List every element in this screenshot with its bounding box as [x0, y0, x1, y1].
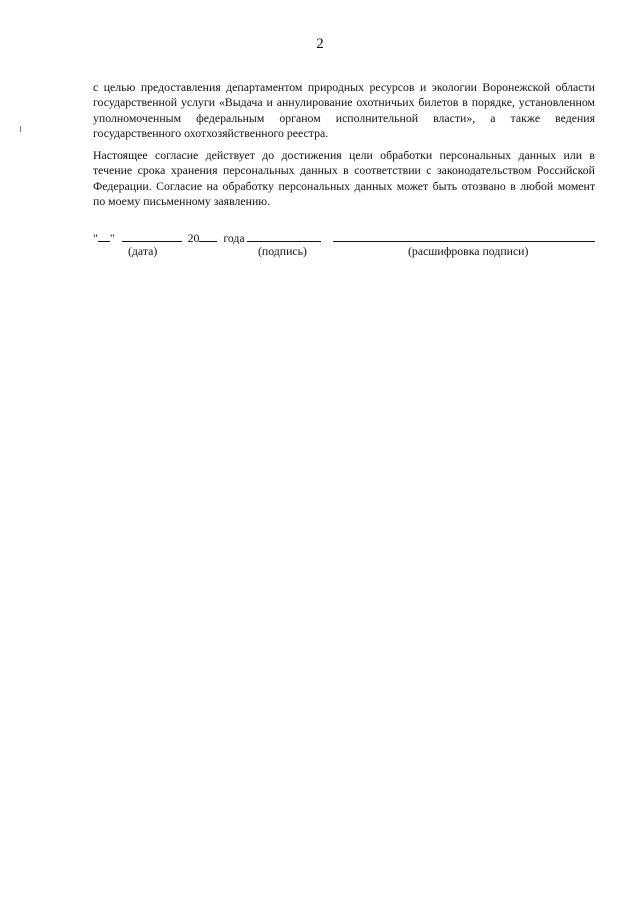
paragraph-line: государственной услуги «Выдача и аннулирование охотничьих билетов в порядке, установленном	[93, 95, 595, 110]
consent-validity-paragraph	[93, 148, 595, 209]
month-blank-line	[122, 230, 182, 242]
paragraph-line: Федерации. Согласие на обработку персональных данных может быть отозвано в любой момент	[93, 178, 595, 193]
quote-close: "	[109, 231, 115, 245]
day-blank-line	[98, 230, 110, 242]
signature-caption: (подпись)	[258, 244, 307, 258]
quote-open: "	[93, 231, 98, 245]
scan-margin-mark	[20, 126, 21, 132]
date-caption: (дата)	[128, 244, 158, 258]
decoding-caption: (расшифровка подписи)	[408, 244, 529, 258]
paragraph-line: с целью предоставления департаментом природных ресурсов и экологии Воронежской области	[93, 80, 595, 94]
year-blank-line	[199, 230, 217, 242]
paragraph-line: течение срока хранения персональных данных в соответствии с законодательством Российской	[93, 163, 595, 178]
date-field	[93, 230, 245, 246]
purpose-paragraph	[93, 80, 595, 141]
paragraph-line: по моему письменному заявлению.	[93, 193, 271, 208]
paragraph-line: Настоящее согласие действует до достижения цели обработки персональных данных или в	[93, 148, 595, 162]
paragraph-line: уполномоченным федеральным органом исполнительной власти», а также ведения	[93, 110, 595, 125]
year-suffix: года	[223, 231, 245, 245]
page-number: 2	[316, 36, 324, 52]
signature-blank-line	[247, 230, 321, 242]
paragraph-line: государственного охотхозяйственного реестра.	[93, 125, 329, 140]
decoding-blank-line	[333, 230, 595, 242]
year-prefix: 20	[187, 231, 200, 245]
